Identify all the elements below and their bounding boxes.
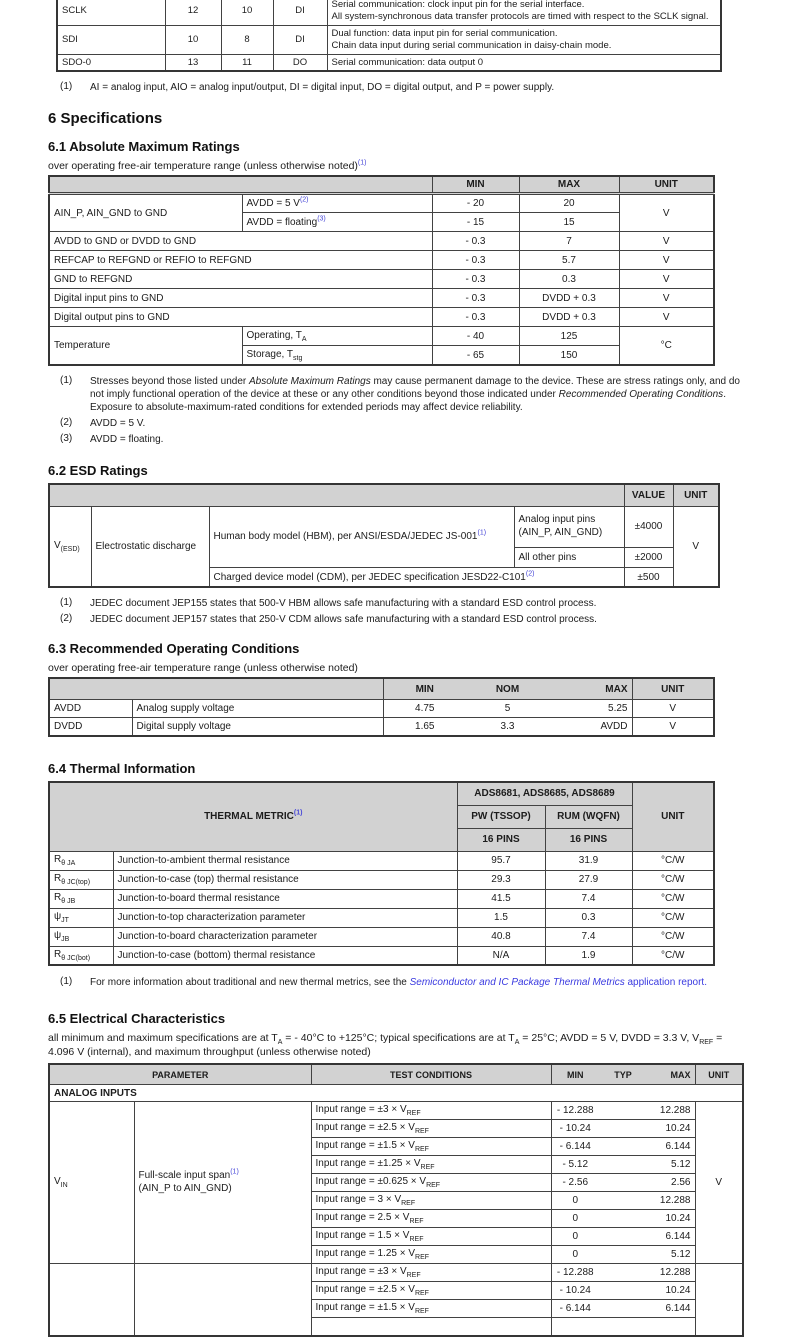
header-parameter: PARAMETER (49, 1064, 311, 1085)
elec-typ (599, 1300, 647, 1318)
elec-min: - 12.288 (551, 1264, 599, 1282)
table-section-row (49, 1085, 743, 1102)
table-header-row (49, 1064, 743, 1085)
amr-cond: Storage, $T_{stg}$ (242, 346, 432, 365)
esd-model: Human body model (HBM), per ANSI/ESDA/JEDEC JS-001$^{(1)}$ (209, 506, 514, 567)
pin-table-footnote (60, 81, 742, 94)
roc-symbol: AVDD (49, 700, 132, 718)
pin-description: Serial communication: clock input pin for the serial interface. All system-synchronous data transfer protocols are timed with respect to the SCLK signal. (327, 0, 721, 25)
thermal-rum-value: 7.4 (545, 889, 632, 908)
footnote-ref[interactable]: (2) (299, 197, 309, 205)
thermal-symbol: $R_{\theta JC(bot)}$ (49, 946, 113, 965)
elec-max: 12.288 (647, 1192, 695, 1210)
footnote-text: JEDEC document JEP157 states that 250-V CDM allows safe manufacturing with a standard ESD control process. (90, 614, 597, 626)
table-row (49, 194, 714, 213)
footnote-ref[interactable]: (2) (525, 570, 535, 578)
esd-pins: All other pins (514, 547, 624, 567)
thermal-metric: Junction-to-board characterization parameter (113, 927, 457, 946)
elec-max: 10.24 (647, 1282, 695, 1300)
header-thermal-metric: THERMAL METRIC$^{(1)}$ (49, 782, 457, 852)
esd-value: ±500 (624, 567, 673, 587)
footnote-number: (1) (60, 597, 73, 609)
elec-min: 0 (551, 1210, 599, 1228)
header-min: MIN (551, 1064, 599, 1085)
amr-intro: over operating free-air temperature range (unless otherwise noted)$^{(1)}$ (48, 159, 367, 173)
thermal-unit: °C/W (632, 851, 714, 870)
amr-footnote-1 (60, 375, 742, 414)
amr-unit: V (619, 270, 714, 289)
elec-max: 5.12 (647, 1246, 695, 1264)
electrical-characteristics-table (48, 1063, 744, 1337)
amr-max: DVDD + 0.3 (519, 289, 619, 308)
pin-description: Dual function: data input pin for serial communication. Chain data input during serial communication in daisy-chain mode. (327, 25, 721, 54)
elec-condition: Input range = $\pm 2.5 \times V_{REF}$ (311, 1282, 551, 1300)
amr-unit: V (619, 251, 714, 270)
thermal-symbol: $\psi_{JT}$ (49, 908, 113, 927)
thermal-unit: °C/W (632, 889, 714, 908)
roc-intro: over operating free-air temperature range (unless otherwise noted) (48, 662, 358, 675)
amr-param: AIN_P, AIN_GND to GND (49, 194, 242, 232)
elec-min: - 5.12 (551, 1156, 599, 1174)
absolute-maximum-ratings-table (48, 175, 715, 366)
elec-parameter-label (134, 1264, 311, 1337)
roc-max: AVDD (549, 718, 632, 736)
amr-unit: V (619, 194, 714, 232)
table-header-row (49, 782, 714, 806)
elec-max: 6.144 (647, 1300, 695, 1318)
esd-ratings-table (48, 483, 720, 589)
header-pins-1: 16 PINS (457, 828, 545, 851)
thermal-rum-value: 7.4 (545, 927, 632, 946)
esd-value: ±2000 (624, 547, 673, 567)
elec-table-body (49, 1102, 743, 1337)
thermal-metric: Junction-to-case (top) thermal resistance (113, 870, 457, 889)
footnote-text: AI = analog input, AIO = analog input/output, DI = digital input, DO = digital output, and P = power supply. (90, 82, 555, 94)
table-row (49, 718, 714, 736)
table-row (49, 327, 714, 346)
pin-type: DI (273, 0, 327, 25)
amr-footnote-3 (60, 433, 742, 446)
footnote-ref[interactable]: (1) (357, 159, 367, 167)
thermal-symbol: $R_{\theta JC(top)}$ (49, 870, 113, 889)
footnote-number: (1) (60, 81, 73, 93)
pin-name: SCLK (57, 0, 165, 25)
thermal-rum-value: 27.9 (545, 870, 632, 889)
elec-min: - 10.24 (551, 1120, 599, 1138)
elec-max: 5.12 (647, 1156, 695, 1174)
roc-desc: Analog supply voltage (132, 700, 383, 718)
amr-min: - 20 (432, 194, 519, 213)
thermal-metric: Junction-to-top characterization parameter (113, 908, 457, 927)
elec-condition: Input range = $\pm 1.5 \times V_{REF}$ (311, 1138, 551, 1156)
footnote-number: (1) (60, 374, 73, 386)
footnote-ref[interactable]: (1) (477, 530, 487, 538)
elec-parameter-symbol (49, 1264, 134, 1337)
amr-min: - 0.3 (432, 251, 519, 270)
table-row (49, 908, 714, 927)
header-max: MAX (549, 678, 632, 700)
header-min: MIN (432, 176, 519, 194)
section-title-esd-ratings: 6.2 ESD Ratings (48, 462, 148, 478)
header-unit: UNIT (632, 782, 714, 852)
amr-footnote-2 (60, 417, 742, 430)
elec-parameter-symbol: $V_{IN}$ (49, 1102, 134, 1264)
elec-typ (599, 1138, 647, 1156)
amr-max: 0.3 (519, 270, 619, 289)
header-nom: NOM (466, 678, 549, 700)
footnote-number: (1) (60, 976, 73, 988)
elec-max: 2.56 (647, 1174, 695, 1192)
header-max: MAX (519, 176, 619, 194)
pin-number: 10 (221, 0, 273, 25)
amr-min: - 0.3 (432, 232, 519, 251)
footnote-text: For more information about traditional and new thermal metrics, see the Semiconductor and IC Package Thermal Metrics application report. (90, 977, 707, 989)
table-header-row (49, 678, 714, 700)
amr-max: DVDD + 0.3 (519, 308, 619, 327)
elec-parameter-label: Full-scale input span$^{(1)}$ (AIN_P to AIN_GND) (134, 1102, 311, 1264)
table-row (49, 289, 714, 308)
elec-max: 12.288 (647, 1102, 695, 1120)
amr-min: - 0.3 (432, 308, 519, 327)
amr-param: Digital output pins to GND (49, 308, 432, 327)
table-row (49, 946, 714, 965)
elec-min: - 6.144 (551, 1300, 599, 1318)
thermal-symbol: $\psi_{JB}$ (49, 927, 113, 946)
elec-typ (599, 1264, 647, 1282)
table-row (49, 270, 714, 289)
elec-max: 10.24 (647, 1210, 695, 1228)
header-unit: UNIT (695, 1064, 743, 1085)
elec-intro: all minimum and maximum specifications are at $T_A$ = - 40°C to +125°C; typical specifications are at $T_A = 25^\circ C$; AVDD = 5 V, DVDD = 3.3 V, $V_{REF} = 4.096$ V (internal), and maximum throughput (unless otherwise noted) (48, 1032, 723, 1059)
elec-max: 6.144 (647, 1138, 695, 1156)
section-title-specifications: 6 Specifications (48, 110, 163, 128)
header-unit: UNIT (632, 678, 714, 700)
header-devices: ADS8681, ADS8685, ADS8689 (457, 782, 632, 806)
header-max: MAX (647, 1064, 695, 1085)
elec-condition: Input range = $\pm 1.5 \times V_{REF}$ (311, 1300, 551, 1318)
amr-unit: °C (619, 327, 714, 365)
table-row (49, 889, 714, 908)
pin-description: Serial communication: data output 0 (327, 54, 721, 71)
thermal-pw-value: 1.5 (457, 908, 545, 927)
elec-condition: Input range = $3 \times V_{REF}$ (311, 1192, 551, 1210)
elec-typ (599, 1228, 647, 1246)
elec-min: 0 (551, 1192, 599, 1210)
amr-max: 5.7 (519, 251, 619, 270)
header-unit: UNIT (673, 484, 719, 507)
elec-typ (599, 1120, 647, 1138)
footnote-number: (3) (60, 432, 73, 444)
thermal-metric: Junction-to-ambient thermal resistance (113, 851, 457, 870)
table-row (57, 0, 721, 25)
thermal-unit: °C/W (632, 946, 714, 965)
footnote-text: AVDD = floating. (90, 433, 164, 445)
amr-max: 125 (519, 327, 619, 346)
roc-unit: V (632, 700, 714, 718)
thermal-pw-value: 29.3 (457, 870, 545, 889)
header-test-conditions: TEST CONDITIONS (311, 1064, 551, 1085)
header-unit: UNIT (619, 176, 714, 194)
elec-typ (599, 1174, 647, 1192)
section-title-recommended-operating-conditions: 6.3 Recommended Operating Conditions (48, 641, 300, 657)
thermal-pw-value: 95.7 (457, 851, 545, 870)
elec-typ (599, 1192, 647, 1210)
section-title-thermal-information: 6.4 Thermal Information (48, 760, 196, 776)
roc-unit: V (632, 718, 714, 736)
header-pw-tssop: PW (TSSOP) (457, 805, 545, 828)
pin-name: SDO-0 (57, 54, 165, 71)
footnote-ref[interactable]: (1) (293, 810, 303, 818)
table-row (49, 927, 714, 946)
header-empty (49, 484, 624, 507)
amr-cond: AVDD = floating$^{(3)}$ (242, 213, 432, 232)
amr-param: GND to REFGND (49, 270, 432, 289)
elec-typ (599, 1282, 647, 1300)
elec-condition (311, 1318, 551, 1337)
section-title-absolute-maximum-ratings: 6.1 Absolute Maximum Ratings (48, 139, 240, 155)
table-row (49, 232, 714, 251)
elec-typ (599, 1210, 647, 1228)
elec-typ (599, 1102, 647, 1120)
elec-min (551, 1318, 599, 1337)
thermal-unit: °C/W (632, 870, 714, 889)
thermal-information-table (48, 781, 715, 967)
table-row (57, 54, 721, 71)
table-row (49, 506, 719, 547)
pin-function-table (56, 0, 722, 72)
table-row (49, 251, 714, 270)
elec-condition: Input range = $\pm 2.5 \times V_{REF}$ (311, 1120, 551, 1138)
elec-typ (599, 1246, 647, 1264)
footnote-ref[interactable]: (3) (317, 215, 326, 223)
footnote-number: (2) (60, 613, 73, 625)
elec-condition: Input range = $\pm 3 \times V_{REF}$ (311, 1264, 551, 1282)
recommended-operating-conditions-table (48, 677, 715, 737)
thermal-rum-value: 0.3 (545, 908, 632, 927)
amr-unit: V (619, 308, 714, 327)
esd-unit: V (673, 506, 719, 587)
pin-number: 12 (165, 0, 221, 25)
table-row (49, 1102, 743, 1120)
elec-condition: Input range = $\pm 3 \times V_{REF}$ (311, 1102, 551, 1120)
pin-number: 8 (221, 25, 273, 54)
esd-value: ±4000 (624, 506, 673, 547)
table-header-row (49, 176, 714, 194)
thermal-symbol: $R_{\theta JA}$ (49, 851, 113, 870)
thermal-pw-value: 40.8 (457, 927, 545, 946)
elec-max (647, 1318, 695, 1337)
esd-label: Electrostatic discharge (91, 506, 209, 587)
elec-min: - 2.56 (551, 1174, 599, 1192)
elec-min: 0 (551, 1246, 599, 1264)
amr-param: Digital input pins to GND (49, 289, 432, 308)
thermal-metrics-link[interactable]: Semiconductor and IC Package Thermal Metrics (409, 977, 625, 989)
elec-condition: Input range = $2.5 \times V_{REF}$ (311, 1210, 551, 1228)
amr-unit: V (619, 289, 714, 308)
amr-max: 15 (519, 213, 619, 232)
header-value: VALUE (624, 484, 673, 507)
thermal-rum-value: 31.9 (545, 851, 632, 870)
roc-nom: 5 (466, 700, 549, 718)
table-header-row (49, 484, 719, 507)
roc-min: 1.65 (383, 718, 466, 736)
amr-min: - 65 (432, 346, 519, 365)
section-title-electrical-characteristics: 6.5 Electrical Characteristics (48, 1011, 226, 1027)
amr-max: 20 (519, 194, 619, 213)
esd-pins: Analog input pins (AIN_P, AIN_GND) (514, 506, 624, 547)
amr-min: - 15 (432, 213, 519, 232)
header-rum-wqfn: RUM (WQFN) (545, 805, 632, 828)
table-row (49, 1264, 743, 1282)
table-row (49, 870, 714, 889)
footnote-number: (2) (60, 416, 73, 428)
pin-number: 13 (165, 54, 221, 71)
elec-typ (599, 1156, 647, 1174)
amr-unit: V (619, 232, 714, 251)
elec-min: 0 (551, 1228, 599, 1246)
thermal-metric: Junction-to-board thermal resistance (113, 889, 457, 908)
amr-cond: AVDD = 5 V$^{(2)}$ (242, 194, 432, 213)
header-min: MIN (383, 678, 466, 700)
roc-max: 5.25 (549, 700, 632, 718)
esd-footnote-1 (60, 597, 742, 610)
header-empty (49, 176, 432, 194)
esd-footnote-2 (60, 613, 742, 626)
amr-param: AVDD to GND or DVDD to GND (49, 232, 432, 251)
footnote-text: AVDD = 5 V. (90, 417, 146, 429)
amr-max: 150 (519, 346, 619, 365)
thermal-metric: Junction-to-case (bottom) thermal resistance (113, 946, 457, 965)
elec-max: 12.288 (647, 1264, 695, 1282)
elec-max: 10.24 (647, 1120, 695, 1138)
thermal-unit: °C/W (632, 908, 714, 927)
roc-desc: Digital supply voltage (132, 718, 383, 736)
elec-condition: Input range = $\pm 1.25 \times V_{REF}$ (311, 1156, 551, 1174)
thermal-rum-value: 1.9 (545, 946, 632, 965)
roc-min: 4.75 (383, 700, 466, 718)
elec-condition: Input range = $\pm 0.625 \times V_{REF}$ (311, 1174, 551, 1192)
header-pins-2: 16 PINS (545, 828, 632, 851)
elec-section-label: ANALOG INPUTS (49, 1085, 743, 1102)
thermal-pw-value: N/A (457, 946, 545, 965)
table-row (49, 700, 714, 718)
thermal-pw-value: 41.5 (457, 889, 545, 908)
thermal-metrics-link-suffix[interactable]: application report. (624, 977, 707, 989)
esd-symbol: $V_{(ESD)}$ (49, 506, 91, 587)
thermal-table-body (49, 851, 714, 965)
pin-type: DO (273, 54, 327, 71)
header-empty (49, 678, 383, 700)
amr-param: REFCAP to REFGND or REFIO to REFGND (49, 251, 432, 270)
thermal-unit: °C/W (632, 927, 714, 946)
table-row (49, 851, 714, 870)
elec-min: - 12.288 (551, 1102, 599, 1120)
elec-min: - 10.24 (551, 1282, 599, 1300)
thermal-symbol: $R_{\theta JB}$ (49, 889, 113, 908)
pin-type: DI (273, 25, 327, 54)
table-row (57, 25, 721, 54)
header-typ: TYP (599, 1064, 647, 1085)
pin-number: 10 (165, 25, 221, 54)
elec-unit: V (695, 1102, 743, 1264)
footnote-text: Stresses beyond those listed under Absolute Maximum Ratings may cause permanent damage to the device. These are stress ratings only, and do not imply functional operation of the device at these or any other conditions beyond those indicated under Recommended Operating Conditions. Exposure to absolute-maximum-rated conditions for extended periods may affect device reliability. (90, 375, 740, 413)
elec-typ (599, 1318, 647, 1337)
footnote-text: JEDEC document JEP155 states that 500-V HBM allows safe manufacturing with a standard ESD control process. (90, 598, 597, 610)
esd-model: Charged device model (CDM), per JEDEC specification JESD22-C101$^{(2)}$ (209, 567, 624, 587)
elec-unit (695, 1264, 743, 1337)
elec-min: - 6.144 (551, 1138, 599, 1156)
amr-min: - 0.3 (432, 270, 519, 289)
elec-max: 6.144 (647, 1228, 695, 1246)
thermal-footnote (60, 976, 742, 989)
pin-number: 11 (221, 54, 273, 71)
pin-name: SDI (57, 25, 165, 54)
roc-nom: 3.3 (466, 718, 549, 736)
roc-symbol: DVDD (49, 718, 132, 736)
elec-condition: Input range = $1.25 \times V_{REF}$ (311, 1246, 551, 1264)
amr-param: Temperature (49, 327, 242, 365)
amr-min: - 40 (432, 327, 519, 346)
amr-cond: Operating, $T_A$ (242, 327, 432, 346)
table-row (49, 308, 714, 327)
elec-condition: Input range = $1.5 \times V_{REF}$ (311, 1228, 551, 1246)
amr-max: 7 (519, 232, 619, 251)
amr-min: - 0.3 (432, 289, 519, 308)
